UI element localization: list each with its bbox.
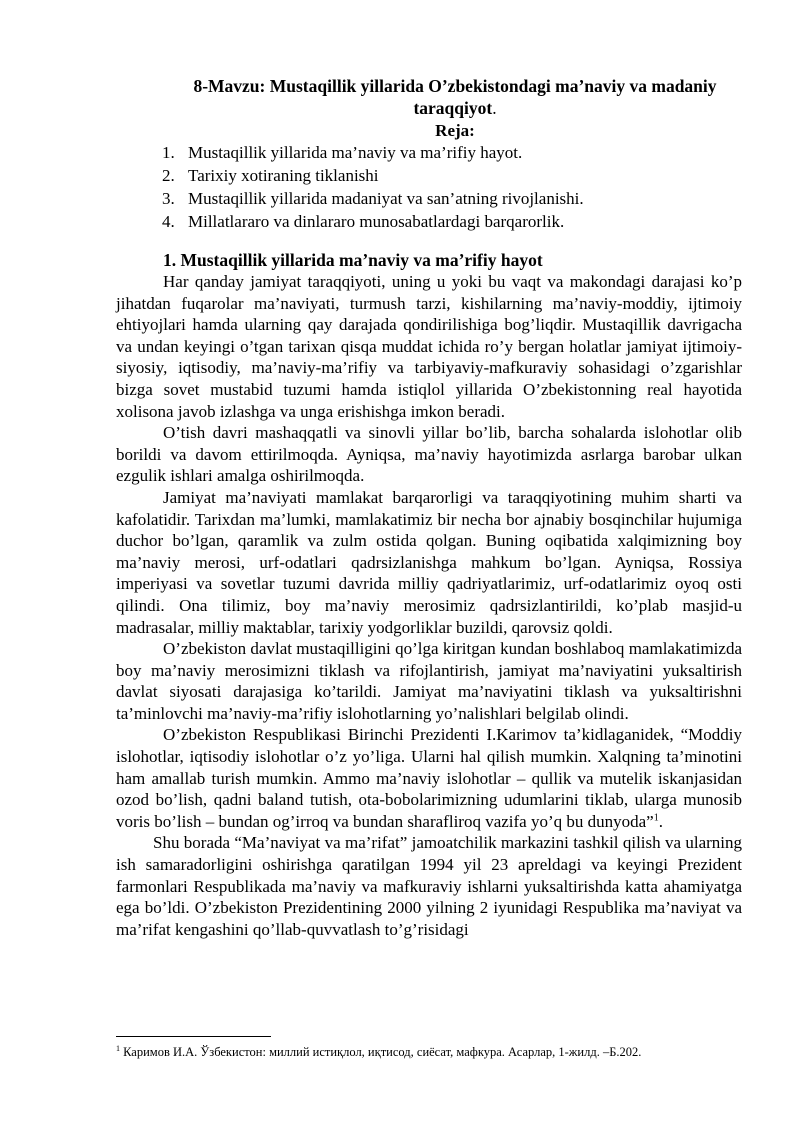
- document-title: [160, 76, 750, 119]
- plan-heading: Reja:: [435, 121, 475, 140]
- plan-item-number: 3.: [162, 189, 175, 208]
- plan-item-number: 1.: [162, 143, 175, 162]
- footnote: [116, 1042, 641, 1064]
- body-text: [116, 271, 742, 940]
- plan-item-text: Mustaqillik yillarida madaniyat va san’atning rivojlanishi.: [188, 189, 584, 208]
- paragraph: Har qanday jamiyat taraqqiyoti, uning u yoki bu vaqt va makondagi darajasi ko’p jihatdan fuqarolar ma’naviyati, turmush tarzi, kishilarning ma’naviy-moddiy, ijtimoiy ehtiyojlari hamda ularning qay darajada qondirilishiga bog’liqdir. Mustaqillik davrigacha va undan keyingi o’tgan tarixan qisqa muddat ichida ro’y bergan holatlar jamiyat ijtimoiy-siyosiy, iqtisodiy, ma’naviy-ma’rifiy va tarbiyaviy-mafkuraviy sohasidagi o’zgarishlar bizga sovet mustabid tuzumi hamda istiqlol yillarida O’zbekistonning real hayotida xolisona javob izlashga va unga erishishga imkon beradi.: [116, 272, 742, 421]
- title-text: 8-Mavzu: Mustaqillik yillarida O’zbekistondagi ma’naviy va madaniy taraqqiyot: [193, 76, 717, 118]
- plan-item: [162, 142, 584, 165]
- paragraph: Jamiyat ma’naviyati mamlakat barqarorligi va taraqqiyotining muhim sharti va kafolatidir. Tarixdan ma’lumki, mamlakatimiz bir necha bor ajnabiy bosqinchilar hujumiga duchor bo’lgan, qaramlik va zulm ostida qolgan. Buning oqibatida xalqimizning boy ma’naviy merosi, urf-odatlari qadrsizlanishga mahkum bo’lgan. Ayniqsa, Rossiya imperiyasi va sovetlar tuzumi davrida milliy qadriyatlarimiz, urf-odatlarimiz oyoq osti qilindi. Ona tilimiz, boy ma’naviy merosimiz qadrsizlantirildi, ko’plab masjid-u madrasalar, milliy maktablar, tarixiy yodgorliklar buzildi, qarovsiz qoldi.: [116, 487, 742, 637]
- footnote-text: Каримов И.А. Ўзбекистон: миллий истиқлол, иқтисод, сиёсат, мафкура. Асарлар, 1-жилд. –Б.202.: [123, 1045, 642, 1059]
- quote-text: O’zbekiston Respublikasi Birinchi Prezidenti I.Karimov ta’kidlaganidek, “Moddiy islohotlar, iqtisodiy islohotlar o’z yo’liga. Ularni hal qilish mumkin. Xalqning ta’minotini ham amallab turish mumkin. Ammo ma’naviy islohotlar – qullik va mutelik iskanjasidan ozod bo’lish, qadni baland tutish, ota-bobolarimizning udumlarini tiklab, ularga munosib voris bo’lish – bundan og’irroq va bundan sharafliroq vazifa yo’q bu dunyoda”: [116, 725, 742, 831]
- paragraph-period: .: [658, 811, 663, 831]
- plan-item-text: Millatlararo va dinlararo munosabatlardagi barqarorlik.: [188, 212, 565, 231]
- footnote-reference[interactable]: 1: [653, 812, 659, 824]
- section-heading: 1. Mustaqillik yillarida ma’naviy va ma’rifiy hayot: [163, 250, 543, 270]
- footnote-number: 1: [116, 1043, 120, 1053]
- paragraph-with-quote: [116, 724, 742, 832]
- title-period: .: [492, 97, 497, 118]
- plan-item: [162, 211, 584, 234]
- paragraph: Shu borada “Ma’naviyat va ma’rifat” jamoatchilik markazini tashkil qilish va ularning ish samaradorligini oshirishga qaratilgan 1994 yil 23 apreldagi va keyingi Prezident farmonlari Respublikada ma’naviy va mafkuraviy ishlarni yuksaltirishda katta ahamiyatga ega bo’ldi. O’zbekiston Prezidentining 2000 yilning 2 iyunidagi Respublika ma’naviyat va ma’rifat kengashini qo’llab-quvvatlash to’g’risidagi: [116, 833, 742, 939]
- paragraph: O’zbekiston davlat mustaqilligini qo’lga kiritgan kundan boshlaboq mamlakatimizda boy ma’naviy merosimizni tiklash va rifojlantirish, jamiyat ma’naviyatini yuksaltirish davlat siyosati darajasiga ko’tarildi. Jamiyat ma’naviyatini tiklash va yuksaltirishni ta’minlovchi ma’naviy-ma’rifiy islohotlarning yo’nalishlari belgilab olindi.: [116, 639, 742, 723]
- plan-item-text: Tarixiy xotiraning tiklanishi: [188, 166, 379, 185]
- plan-item-number: 4.: [162, 212, 175, 231]
- plan-item-text: Mustaqillik yillarida ma’naviy va ma’rifiy hayot.: [188, 143, 523, 162]
- plan-item: [162, 188, 584, 211]
- plan-list: [162, 142, 584, 234]
- paragraph: O’tish davri mashaqqatli va sinovli yillar bo’lib, barcha sohalarda islohotlar olib borildi va davom ettirilmoqda. Ayniqsa, ma’naviy hayotimizda asrlarga barobar ulkan ezgulik ishlari amalga oshirilmoqda.: [116, 423, 742, 486]
- plan-item: [162, 165, 584, 188]
- footnote-divider: [116, 1036, 271, 1037]
- plan-item-number: 2.: [162, 166, 175, 185]
